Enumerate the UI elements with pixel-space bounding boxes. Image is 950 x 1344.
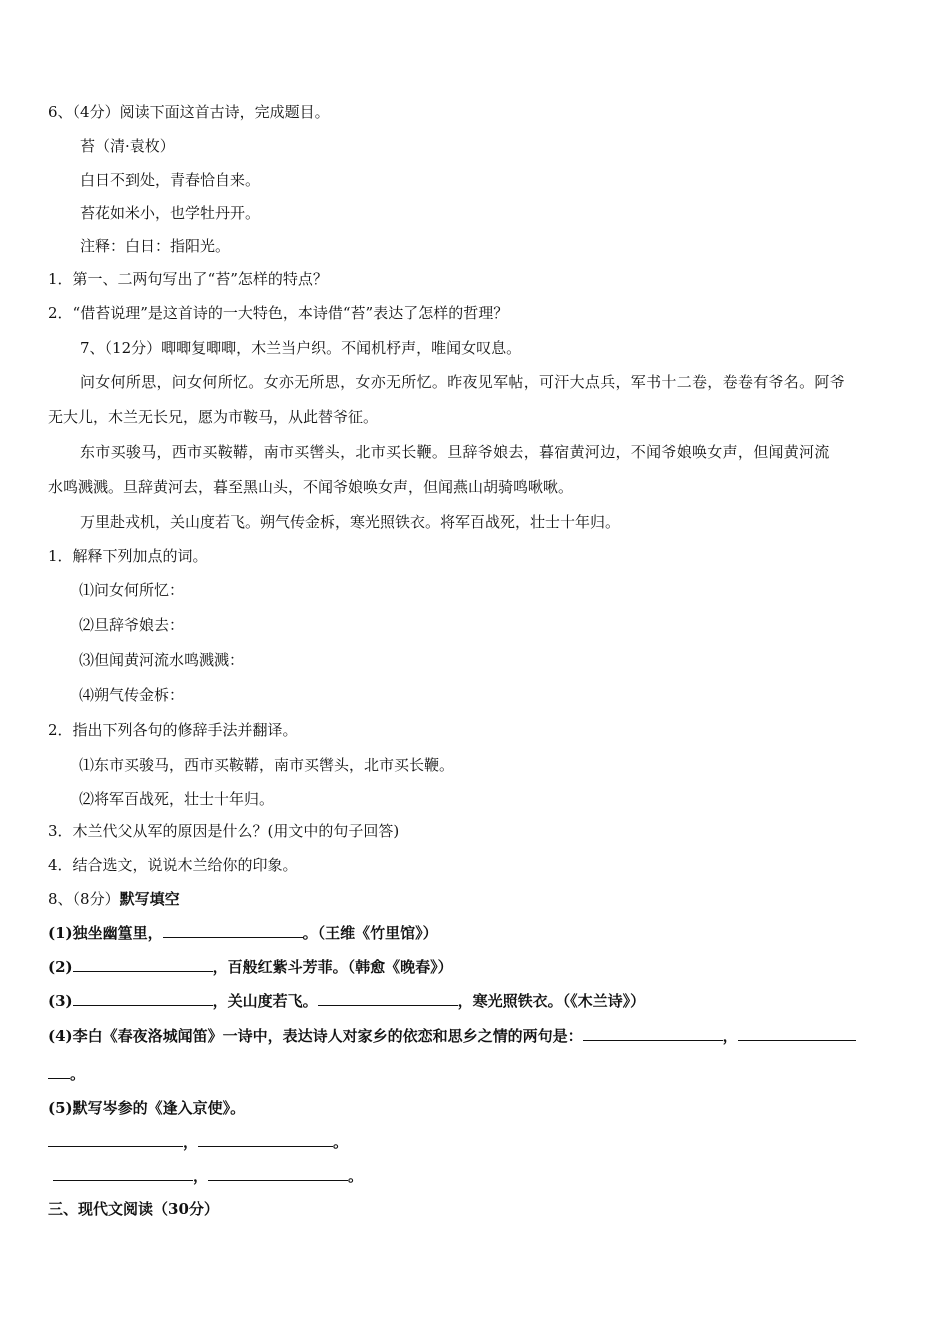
q7-s2-item-1: ⑴东市买骏马，西市买鞍鞯，南市买辔头，北市买长鞭。 [79,756,455,774]
q6-header: 6、（4分）阅读下面这首古诗，完成题目。 [48,103,330,121]
q8-item-4-blank-2[interactable] [738,1026,856,1041]
q6-sub-question-2: 2．“借苔说理”是这首诗的一大特色，本诗借“苔”表达了怎样的哲理？ [48,304,509,322]
q8-item-1-blank[interactable] [163,923,303,938]
q6-note: 注释：白日：指阳光。 [80,237,231,255]
q8-item-5-period-2: 。 [348,1167,364,1185]
q8-item-3-source: ，寒光照铁衣。（《木兰诗》） [457,992,646,1010]
q8-item-4-blank-1[interactable] [583,1026,723,1041]
q7-s1-item-3: ⑶但闻黄河流水鸣溅溅： [79,651,245,669]
q7-header: 7、（12分）唧唧复唧唧，木兰当户织。不闻机杼声，唯闻女叹息。 [80,339,522,357]
q8-item-5-blank-1[interactable] [48,1132,183,1147]
q7-sub-question-1: 1．解释下列加点的词。 [48,547,208,565]
q8-item-3-text: ，关山度若飞。 [212,992,318,1010]
q8-header-title: 默写填空 [119,890,180,908]
q7-s1-item-1: ⑴问女何所忆： [79,581,185,599]
q6-sub-question-1: 1．第一、二两句写出了“苔”怎样的特点？ [48,270,328,288]
q8-item-5-period-1: 。 [333,1133,349,1151]
section-3-heading: 三、现代文阅读（30分） [48,1200,219,1218]
q8-item-5-blank-4[interactable] [208,1166,348,1181]
q8-item-2-number: (2) [48,958,73,976]
q7-passage-p2-line-2: 无大儿，木兰无长兄，愿为市鞍马，从此替爷征。 [48,408,379,426]
q8-item-4-continuation [48,1064,85,1084]
q8-item-4-prompt: (4)李白《春夜洛城闻笛》一诗中，表达诗人对家乡的依恋和思乡之情的两句是： [48,1027,583,1045]
q7-sub-question-2: 2．指出下列各句的修辞手法并翻译。 [48,721,298,739]
q7-passage-p4: 万里赴戎机，关山度若飞。朔气传金柝，寒光照铁衣。将军百战死，壮士十年归。 [80,513,621,531]
q8-item-5-answer-line-2 [53,1166,363,1186]
q8-item-5: (5)默写岑参的《逢入京使》。 [48,1099,246,1117]
q8-item-5-blank-2[interactable] [198,1132,333,1147]
q7-sub-question-4: 4．结合选文，说说木兰给你的印象。 [48,856,298,874]
q8-item-4-comma: ， [722,1027,738,1045]
q8-item-5-blank-3[interactable] [53,1166,193,1181]
q8-header [48,889,180,909]
q7-s1-item-2: ⑵旦辞爷娘去： [79,616,185,634]
q8-item-1-prompt: (1)独坐幽篁里， [48,924,163,942]
q8-item-5-comma-1: ， [183,1133,199,1151]
q8-item-2-blank[interactable] [73,957,213,972]
q8-item-4-blank-2-tail[interactable] [48,1064,70,1079]
q8-item-2 [48,957,453,977]
q8-item-5-comma-2: ， [193,1167,209,1185]
q8-item-3 [48,991,645,1011]
q8-item-5-answer-line-1 [48,1132,348,1152]
q8-item-4-period: 。 [70,1065,86,1083]
q8-item-4 [48,1026,856,1046]
q8-item-1 [48,923,438,943]
q7-passage-p3-line-2: 水鸣溅溅。旦辞黄河去，暮至黑山头，不闻爷娘唤女声，但闻燕山胡骑鸣啾啾。 [48,478,574,496]
q6-poem-line-2: 苔花如米小，也学牡丹开。 [80,204,261,222]
q7-s1-item-4: ⑷朔气传金柝： [79,686,185,704]
q7-passage-p2-line-1: 问女何所思，问女何所忆。女亦无所思，女亦无所忆。昨夜见军帖，可汗大点兵，军书十二卷，卷卷有爷名。阿爷 [80,373,846,391]
q6-poem-line-1: 白日不到处，青春恰自来。 [80,171,261,189]
q7-s2-item-2: ⑵将军百战死，壮士十年归。 [79,790,275,808]
q8-header-number: 8、（8分） [48,890,120,908]
q7-sub-question-3: 3．木兰代父从军的原因是什么？(用文中的句子回答) [48,822,400,840]
q6-poem-title: 苔（清·袁枚） [80,137,175,155]
q7-passage-p3-line-1: 东市买骏马，西市买鞍鞯，南市买辔头，北市买长鞭。旦辞爷娘去，暮宿黄河边，不闻爷娘唤女声，但闻黄河流 [80,443,830,461]
q8-item-3-number: (3) [48,992,73,1010]
q8-item-3-blank-1[interactable] [73,991,213,1006]
q8-item-2-source: ，百般红紫斗芳菲。（韩愈《晚春》） [212,958,453,976]
q8-item-3-blank-2[interactable] [318,991,458,1006]
q8-item-1-source: 。（王维《竹里馆》） [302,924,438,942]
